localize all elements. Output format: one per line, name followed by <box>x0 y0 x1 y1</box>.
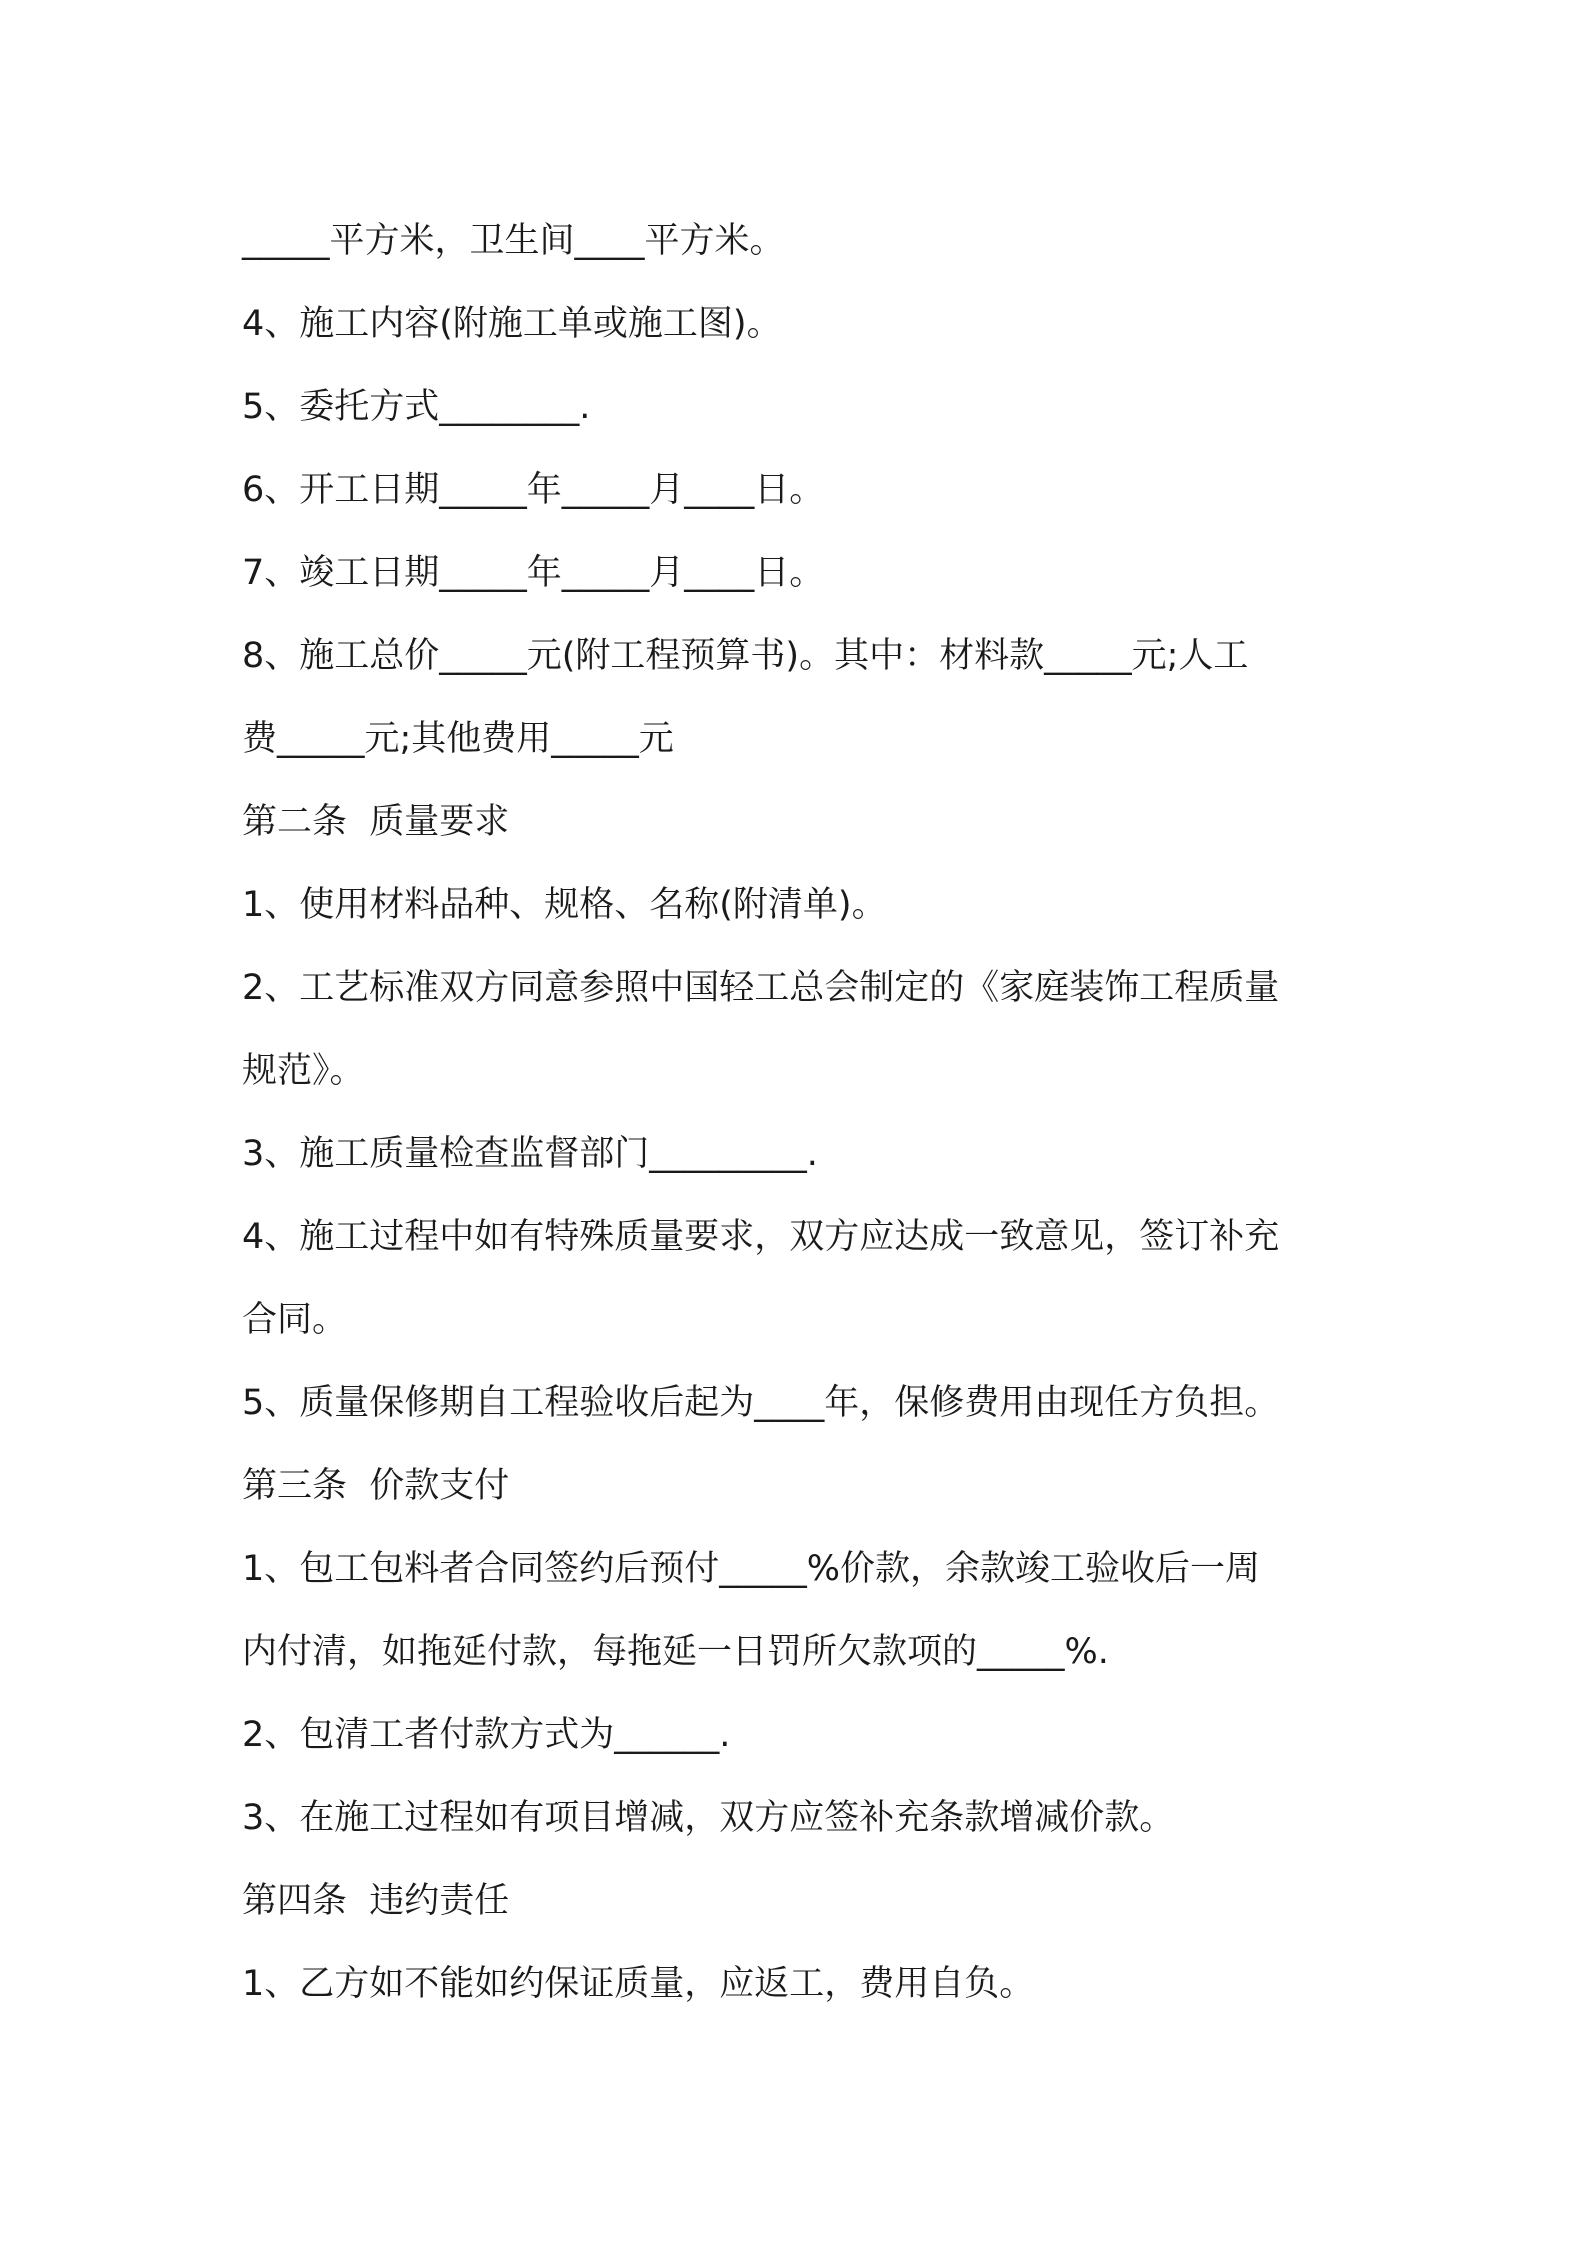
section-heading: 第三条 价款支付 <box>242 1466 510 1506</box>
text-line: 2、包清工者付款方式为______. <box>242 1715 731 1755</box>
text-line: 8、施工总价_____元(附工程预算书)。其中：材料款_____元;人工 <box>242 636 1249 676</box>
section-heading: 第四条 违约责任 <box>242 1881 510 1921</box>
document-body <box>242 200 1362 2026</box>
text-line: 1、包工包料者合同签约后预付_____%价款，余款竣工验收后一周 <box>242 1549 1261 1589</box>
text-line: 内付清，如拖延付款，每拖延一日罚所欠款项的_____%. <box>242 1632 1109 1672</box>
section-heading: 第二条 质量要求 <box>242 802 510 842</box>
text-line: 1、使用材料品种、规格、名称(附清单)。 <box>242 885 887 925</box>
text-line: 费_____元;其他费用_____元 <box>242 719 674 759</box>
text-line: 4、施工过程中如有特殊质量要求，双方应达成一致意见，签订补充 <box>242 1217 1280 1257</box>
text-line: 规范》。 <box>242 1051 365 1091</box>
text-line: 3、在施工过程如有项目增减，双方应签补充条款增减价款。 <box>242 1798 1175 1838</box>
text-line: 3、施工质量检查监督部门_________. <box>242 1134 818 1174</box>
text-line: 5、质量保修期自工程验收后起为____年，保修费用由现任方负担。 <box>242 1383 1280 1423</box>
text-line: 7、竣工日期_____年_____月____日。 <box>242 553 825 593</box>
text-line: 6、开工日期_____年_____月____日。 <box>242 470 825 510</box>
text-line: 2、工艺标准双方同意参照中国轻工总会制定的《家庭装饰工程质量 <box>242 968 1280 1008</box>
text-line: 1、乙方如不能如约保证质量，应返工，费用自负。 <box>242 1964 1035 2004</box>
text-line: 合同。 <box>242 1300 348 1340</box>
text-line: 4、施工内容(附施工单或施工图)。 <box>242 304 782 344</box>
text-line: 5、委托方式________. <box>242 387 591 427</box>
text-line: _____平方米，卫生间____平方米。 <box>242 221 785 261</box>
